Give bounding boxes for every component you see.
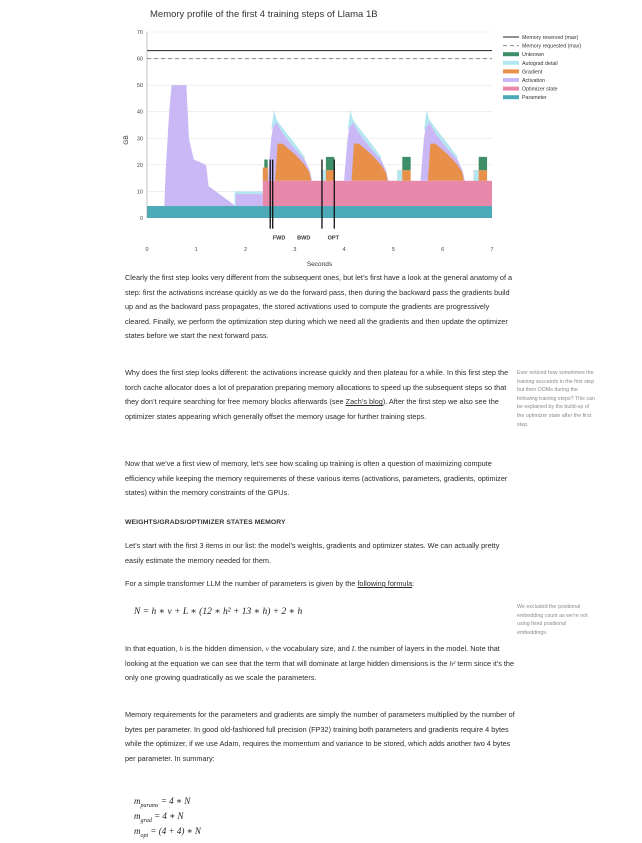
symbol-v: v — [265, 644, 270, 653]
symbol-h: h — [179, 644, 184, 653]
m-grad-rhs: = 4 ∗ N — [151, 811, 184, 821]
paragraph-first-step — [125, 366, 517, 424]
symbol-h-squared: h² — [449, 658, 456, 668]
eq-explain-c: the vocabulary size, and — [269, 644, 352, 653]
legend-swatch-7 — [503, 95, 519, 99]
memory-profile-chart — [0, 0, 642, 272]
x-tick-7: 7 — [490, 247, 494, 253]
paragraph-equation-explained — [125, 642, 517, 686]
activation-tail-step-1 — [236, 194, 263, 206]
eq-explain-a: In that equation, — [125, 644, 180, 653]
m-params-sub: params — [140, 802, 159, 809]
legend-label-6: Optimizer state — [522, 86, 558, 93]
legend-label-5: Activation — [522, 78, 545, 84]
legend-label-1: Memory requested (max) — [522, 43, 582, 50]
m-params-rhs: = 4 ∗ N — [158, 796, 191, 806]
x-tick-0: 0 — [145, 247, 149, 253]
chart-legend — [503, 35, 581, 101]
legend-swatch-6 — [503, 87, 519, 91]
chart-series — [147, 85, 492, 218]
unknown-opt-step-4 — [479, 157, 487, 170]
formula-m-opt: $m_{opt} = (4 + 4)$ ∗ N — [134, 826, 201, 839]
eq-explain-e: term since it’s the only one growing quadratically as we scale the parameters. — [125, 658, 515, 683]
paragraph-first-items: Let’s start with the first 3 items in our list: the model’s weights, gradients and optimizer states. We can actually pretty easily estimate the memory needed for them. — [125, 541, 500, 565]
zach-blog-link[interactable]: Zach’s blog — [345, 397, 383, 407]
annotation-bwd: BWD — [297, 235, 311, 242]
paragraph-memory-view: Now that we’ve a first view of memory, let’s see how scaling up training is often a question of maximizing compute efficiency while keeping the memory requirements of these various items (activations, parameters, gradients, optimizer states) within the memory constraints of the GPUs. — [125, 459, 508, 498]
x-tick-3: 3 — [293, 247, 297, 253]
gradient-step-1 — [263, 168, 268, 181]
legend-swatch-5 — [503, 78, 519, 82]
parameter-area — [147, 206, 492, 218]
chart-title: Memory profile of the first 4 training steps of Llama 1B — [150, 9, 378, 20]
legend-swatch-3 — [503, 61, 519, 65]
x-tick-4: 4 — [342, 247, 346, 253]
x-axis-label: Seconds — [306, 261, 333, 268]
y-tick-70: 70 — [136, 30, 143, 36]
legend-label-4: Gradient — [522, 69, 543, 76]
m-opt-rhs: = (4 + 4) ∗ N — [148, 826, 201, 836]
y-tick-40: 40 — [136, 109, 143, 116]
y-tick-30: 30 — [136, 136, 143, 143]
y-tick-20: 20 — [136, 162, 143, 169]
autograd-opt-step-3 — [397, 170, 402, 181]
formula-m-params: $m_{params} = 4$ ∗ N — [134, 796, 191, 809]
paragraph-step-anatomy: Clearly the first step looks very different from the subsequent ones, but let’s first have a look at the general anatomy of a step: first the activations increase quickly as we do the forward pass, then during the backward pass the gradients build up and as the backward pass propagates, the stored activations used to compute the gradients are progressively cleared. Finally, we perform the optimization step during which we need all the gradients and then update the optimizer states before we start the next forward pass. — [125, 273, 513, 341]
y-tick-10: 10 — [136, 189, 143, 196]
legend-label-2: Unknown — [522, 52, 545, 59]
legend-label-0: Memory reserved (max) — [522, 35, 579, 41]
activation-area-step-1 — [164, 85, 235, 206]
unknown-opt-step-3 — [402, 157, 410, 170]
legend-label-7: Parameter — [522, 95, 547, 102]
annotation-fwd: FWD — [272, 235, 286, 242]
section-heading: WEIGHTS/GRADS/OPTIMIZER STATES MEMORY — [125, 519, 286, 526]
paragraph-first-step-a: Why does the first step looks different: the activations increase quickly and then plateau for a while. In this first step the torch cache allocator does a lot of preparation preparing memory allocations to speed up the subsequent steps so that they don’t require searching for free memory blocks afterwards (see — [125, 368, 509, 407]
m-grad-sub: grad — [140, 817, 152, 824]
y-axis-label: GB — [123, 135, 130, 145]
paragraph-param-formula-b: : — [412, 579, 415, 588]
paragraph-first-step-b: ). After the first step we also see the optimizer states appearing which generally offset the memory usage for further training steps. — [125, 397, 499, 421]
m-opt-sub: opt — [140, 832, 149, 839]
annotation-opt: OPT — [327, 235, 339, 242]
sidenote-oom: Ever noticed how sometimes the training succeeds in the first step but then OOMs during the following training steps? This can be explained by the build-up of the optimizer state after the first step. — [517, 370, 595, 428]
paragraph-param-formula-a: For a simple transformer LLM the number of parameters is given by the — [125, 579, 358, 588]
y-tick-0: 0 — [139, 216, 143, 222]
legend-swatch-4 — [503, 69, 519, 73]
paragraph-memory-requirements: Memory requirements for the parameters and gradients are simply the number of parameters multiplied by the number of bytes per parameter. In good old-fashioned full precision (FP32) training both parameters and gradients require 4 bytes while the optimizer, if we use Adam, requires the momentum and variance to be stored, which adds another two 4 bytes per parameter. In summary: — [125, 710, 515, 763]
legend-label-3: Autograd detail — [522, 60, 558, 67]
optimizer-state-area — [263, 181, 492, 206]
y-tick-50: 50 — [136, 83, 143, 90]
y-tick-60: 60 — [136, 56, 143, 63]
parameter-count-formula-text: N = h ∗ v + L ∗ (12 ∗ h² + 13 ∗ h) + 2 ∗ h — [134, 607, 303, 617]
x-tick-2: 2 — [244, 247, 248, 253]
x-tick-1: 1 — [194, 247, 198, 253]
x-tick-6: 6 — [441, 247, 445, 253]
following-formula-link[interactable]: following formula — [357, 579, 413, 588]
sidenote-positional-embedding: We excluded the positional embedding count as we’re not using fixed positional embeddings. — [517, 604, 588, 636]
eq-explain-d: the number of layers in the model. Note that looking at the equation we can see that the term that will dominate at large hidden dimensions is the — [125, 644, 500, 668]
autograd-opt-step-4 — [474, 170, 479, 181]
eq-explain-b: is the hidden dimension, — [183, 644, 266, 653]
legend-swatch-2 — [503, 52, 519, 56]
unknown-opt-step-2 — [326, 157, 334, 170]
symbol-L: L — [351, 644, 356, 653]
paragraph-param-formula — [125, 577, 517, 592]
parameter-count-formula — [134, 606, 302, 617]
formula-m-grad: $m_{grad} = 4$ ∗ N — [134, 811, 184, 824]
x-tick-5: 5 — [391, 247, 395, 253]
